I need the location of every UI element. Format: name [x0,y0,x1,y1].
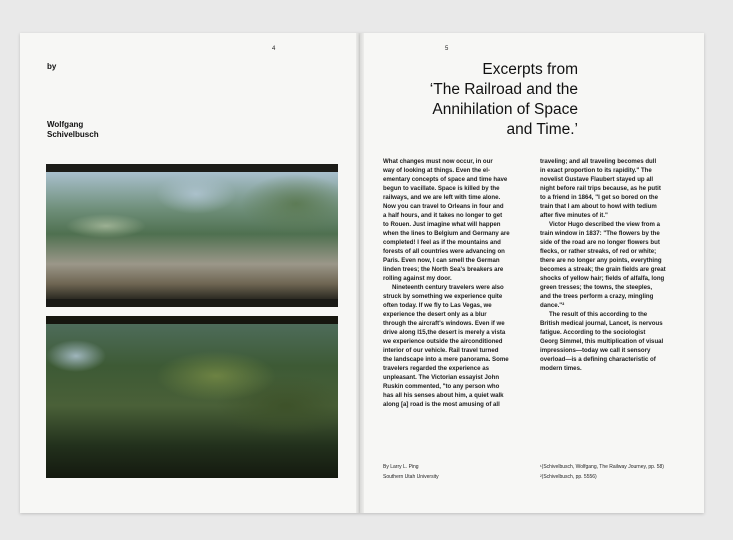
body-text-line: Paris. Even now, I can smell the German [383,257,500,264]
body-text-line: British medical journal, Lancet, is nervous [540,320,663,327]
body-text-line: has all his senses about him, a quiet walk [383,392,504,399]
train-window-photo-top [46,164,338,307]
footer-credit-line: By Larry L. Ping [383,464,419,470]
byline-label: by [47,62,57,71]
body-text-line: completed! I feel as if the mountains and [383,239,501,246]
footer-credit-line: Southern Utah University [383,474,439,480]
body-text-line: to a friend in 1864, "I get so bored on the [540,194,659,201]
body-text-line: ementary concepts of space and time have [383,176,508,183]
title-line: Excerpts from [482,61,578,78]
body-text-line: becomes a streak; the grain fields are great [540,266,666,273]
body-text-line: forests of all countries were advancing on [383,248,505,255]
body-text-line: The result of this according to the [549,311,648,318]
body-text-line: Georg Simmel, this multiplication of visual [540,338,664,345]
body-text-line: railways, and we are left with time alone. [383,194,501,201]
body-text-line: struck by something we experience quite [383,293,503,300]
body-text-line: we experience outside the airconditioned [383,338,503,345]
author-line: Schivelbusch [47,130,99,139]
body-text-line: begun to vacillate. Space is killed by the [383,185,500,192]
body-text-line: rolling against my door. [383,275,452,282]
body-text-line: a half hours, and it takes no longer to get [383,212,503,219]
body-text-line: linden trees; the North Sea's breakers are [383,266,504,273]
train-window-photo-bottom [46,316,338,478]
body-column-left [383,157,533,409]
book-gutter [356,33,364,513]
body-text-line: dance."² [540,302,565,309]
footer-credit [383,462,439,482]
body-text-line: What changes must now occur, in our [383,158,493,165]
left-page-number: 4 [272,46,276,52]
body-text-line: Now you can travel to Orleans in four and [383,203,504,210]
footnotes [540,462,664,482]
body-text-line: travelers regarded the experience as [383,365,490,372]
body-text-line: way of looking at things. Even the el- [383,167,490,174]
body-text-line: Nineteenth century travelers were also [392,284,504,291]
body-text-line: experience the desert only as a blur [383,311,487,318]
author-line: Wolfgang [47,120,84,129]
body-text-line: Victor Hugo described the view from a [549,221,660,228]
body-text-line: and the trees perform a crazy, mingling [540,293,654,300]
body-text-line: interior of our vehicle. Rail travel turned [383,347,499,354]
body-column-right [540,157,688,373]
body-text-line: often today. If we fly to Las Vegas, we [383,302,492,309]
body-text-line: when the lines to Belgium and Germany are [383,230,510,237]
footnote: ²(Schivelbusch, pp. 5556) [540,474,597,480]
body-text-line: train that I am about to howl with tedium [540,203,657,210]
body-text-line: fatigue. According to the sociologist [540,329,646,336]
body-text-line: novelist Gustave Flaubert stayed up all [540,176,654,183]
title-line: ‘The Railroad and the [429,81,578,98]
body-text-line: train window in 1837: "The flowers by the [540,230,660,237]
article-title [378,60,578,140]
title-line: and Time.’ [506,121,578,138]
body-text-line: shocks of yellow hair; fields of alfalfa, long [540,275,665,282]
body-text-line: along [a] road is the most amusing of all [383,401,500,408]
body-text-line: impressions—today we call it sensory [540,347,651,354]
body-text-line: there are no longer any points, everything [540,257,662,264]
right-page-number: 5 [445,46,449,52]
body-text-line: traveling; and all traveling becomes dull [540,158,657,165]
body-text-line: flecks, or rather streaks, of red or white; [540,248,657,255]
body-text-line: to Rouen. Just imagine what will happen [383,221,501,228]
title-line: Annihilation of Space [432,101,578,118]
body-text-line: night before rail trips because, as he putit [540,185,661,192]
body-text-line: green tresses; the towns, the steeples, [540,284,653,291]
author-name [47,120,99,140]
body-text-line: through the aircraft's windows. Even if we [383,320,505,327]
body-text-line: unpleasant. The Victorian essayist John [383,374,500,381]
body-text-line: Ruskin commented, "to any person who [383,383,500,390]
body-text-line: drive along I15,the desert is merely a vista [383,329,506,336]
body-text-line: modern times. [540,365,582,372]
body-text-line: in exact proportion to its rapidity." The [540,167,652,174]
body-text-line: after five minutes of it." [540,212,608,219]
body-text-line: overload—is a defining characteristic of [540,356,656,363]
body-text-line: the landscape into a mere panorama. Some [383,356,509,363]
body-text-line: side of the road are no longer flowers but [540,239,660,246]
footnote: ¹(Schivelbusch, Wolfgang, The Railway Journey, pp. 58) [540,464,664,470]
